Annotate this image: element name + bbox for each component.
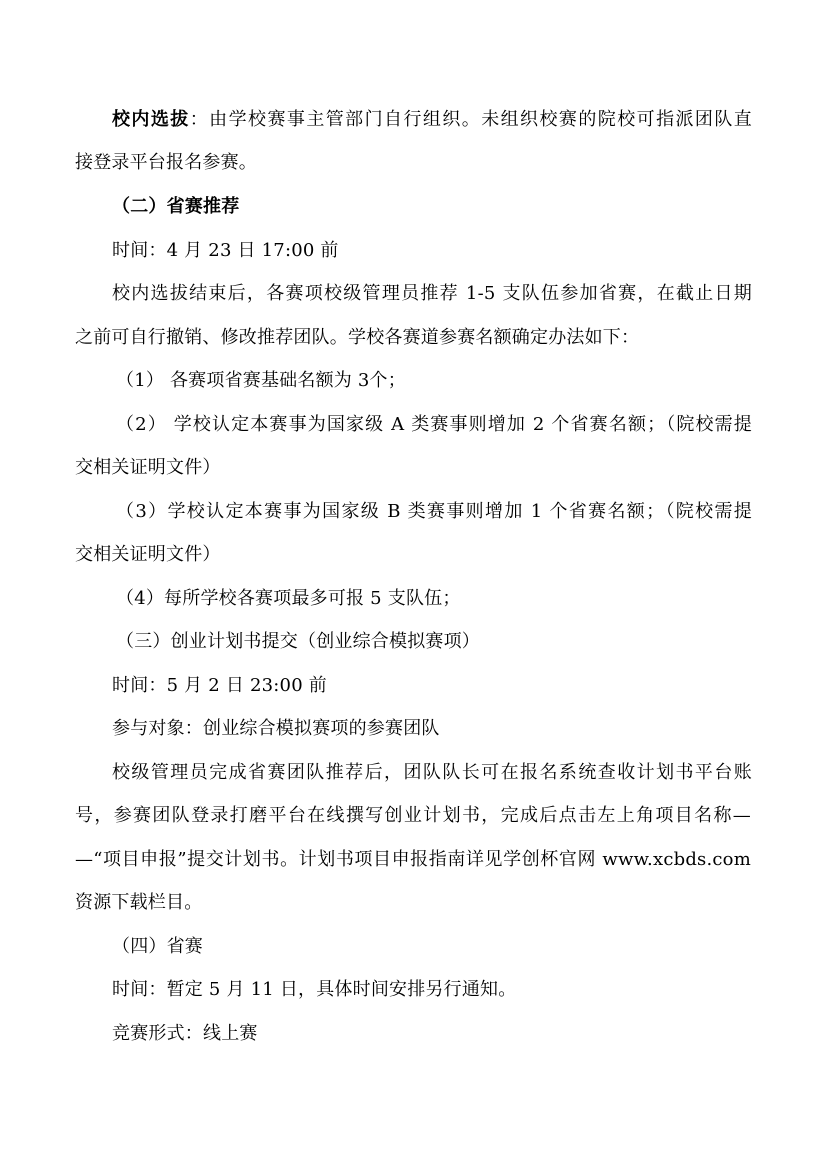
paragraph-text: 交相关证明文件） [75,544,221,565]
paragraph-line [0,668,826,704]
list-item [0,494,826,530]
paragraph-text: 时间：4 月 23 日 17:00 前 [112,240,339,261]
inline-text: ：由学校赛事主管部门自行组织。未组织校赛的院校可指派团队直 [189,109,752,130]
paragraph-line [0,972,826,1008]
paragraph-text: 时间：5 月 2 日 23:00 前 [112,675,327,696]
paragraph-text: 时间：暂定 5 月 11 日，具体时间安排另行通知。 [112,979,517,1000]
paragraph-line [0,537,826,573]
paragraph-text: 竞赛形式：线上赛 [112,1023,258,1044]
paragraph-line [0,755,826,791]
paragraph-text: 校内选拔结束后，各赛项校级管理员推荐 1-5 支队伍参加省赛，在截止日期 [112,283,752,304]
paragraph-text: （2） 学校认定本赛事为国家级 A 类赛事则增加 2 个省赛名额；（院校需提 [116,414,752,435]
paragraph-text: 资源下载栏目。 [75,892,203,913]
section-heading-text: （二）省赛推荐 [112,196,240,217]
paragraph-text: 之前可自行撤销、修改推荐团队。学校各赛道参赛名额确定办法如下： [75,327,640,348]
paragraph-line [0,276,826,312]
paragraph-school-selection [0,102,826,138]
section-heading-business-plan [0,624,826,660]
paragraph-line [0,145,826,181]
paragraph-line [0,1016,826,1052]
paragraph-line [0,233,826,269]
section-heading-text: （四）省赛 [112,936,203,957]
list-item [0,581,826,617]
list-item [0,363,826,399]
inline-bold-label: 校内选拔 [112,109,190,130]
paragraph-line [0,711,826,747]
paragraph-text: （1） 各赛项省赛基础名额为 3个； [116,370,406,391]
paragraph-text: —“项目申报”提交计划书。计划书项目申报指南详见学创杯官网 www.xcbds.com [75,849,751,870]
paragraph-text: （4）每所学校各赛项最多可报 5 支队伍； [116,588,461,609]
paragraph-line [0,798,826,834]
paragraph-text: 接登录平台报名参赛。 [75,152,257,173]
section-heading-text: （三）创业计划书提交（创业综合模拟赛项） [116,631,480,652]
paragraph-text: （3）学校认定本赛事为国家级 B 类赛事则增加 1 个省赛名额；（院校需提 [116,501,752,522]
section-heading-provincial-recommendation [0,189,826,225]
paragraph-line [0,842,826,878]
list-item [0,407,826,443]
paragraph-text: 交相关证明文件） [75,457,221,478]
paragraph-line [0,320,826,356]
paragraph-text: 校级管理员完成省赛团队推荐后，团队队长可在报名系统查收计划书平台账 [112,762,752,783]
paragraph-line [0,885,826,921]
paragraph-line [112,102,752,138]
paragraph-text: 参与对象：创业综合模拟赛项的参赛团队 [112,718,440,739]
section-heading-provincial-competition [0,929,826,965]
paragraph-line [0,450,826,486]
paragraph-text: 号，参赛团队登录打磨平台在线撰写创业计划书，完成后点击左上角项目名称— [75,805,751,826]
